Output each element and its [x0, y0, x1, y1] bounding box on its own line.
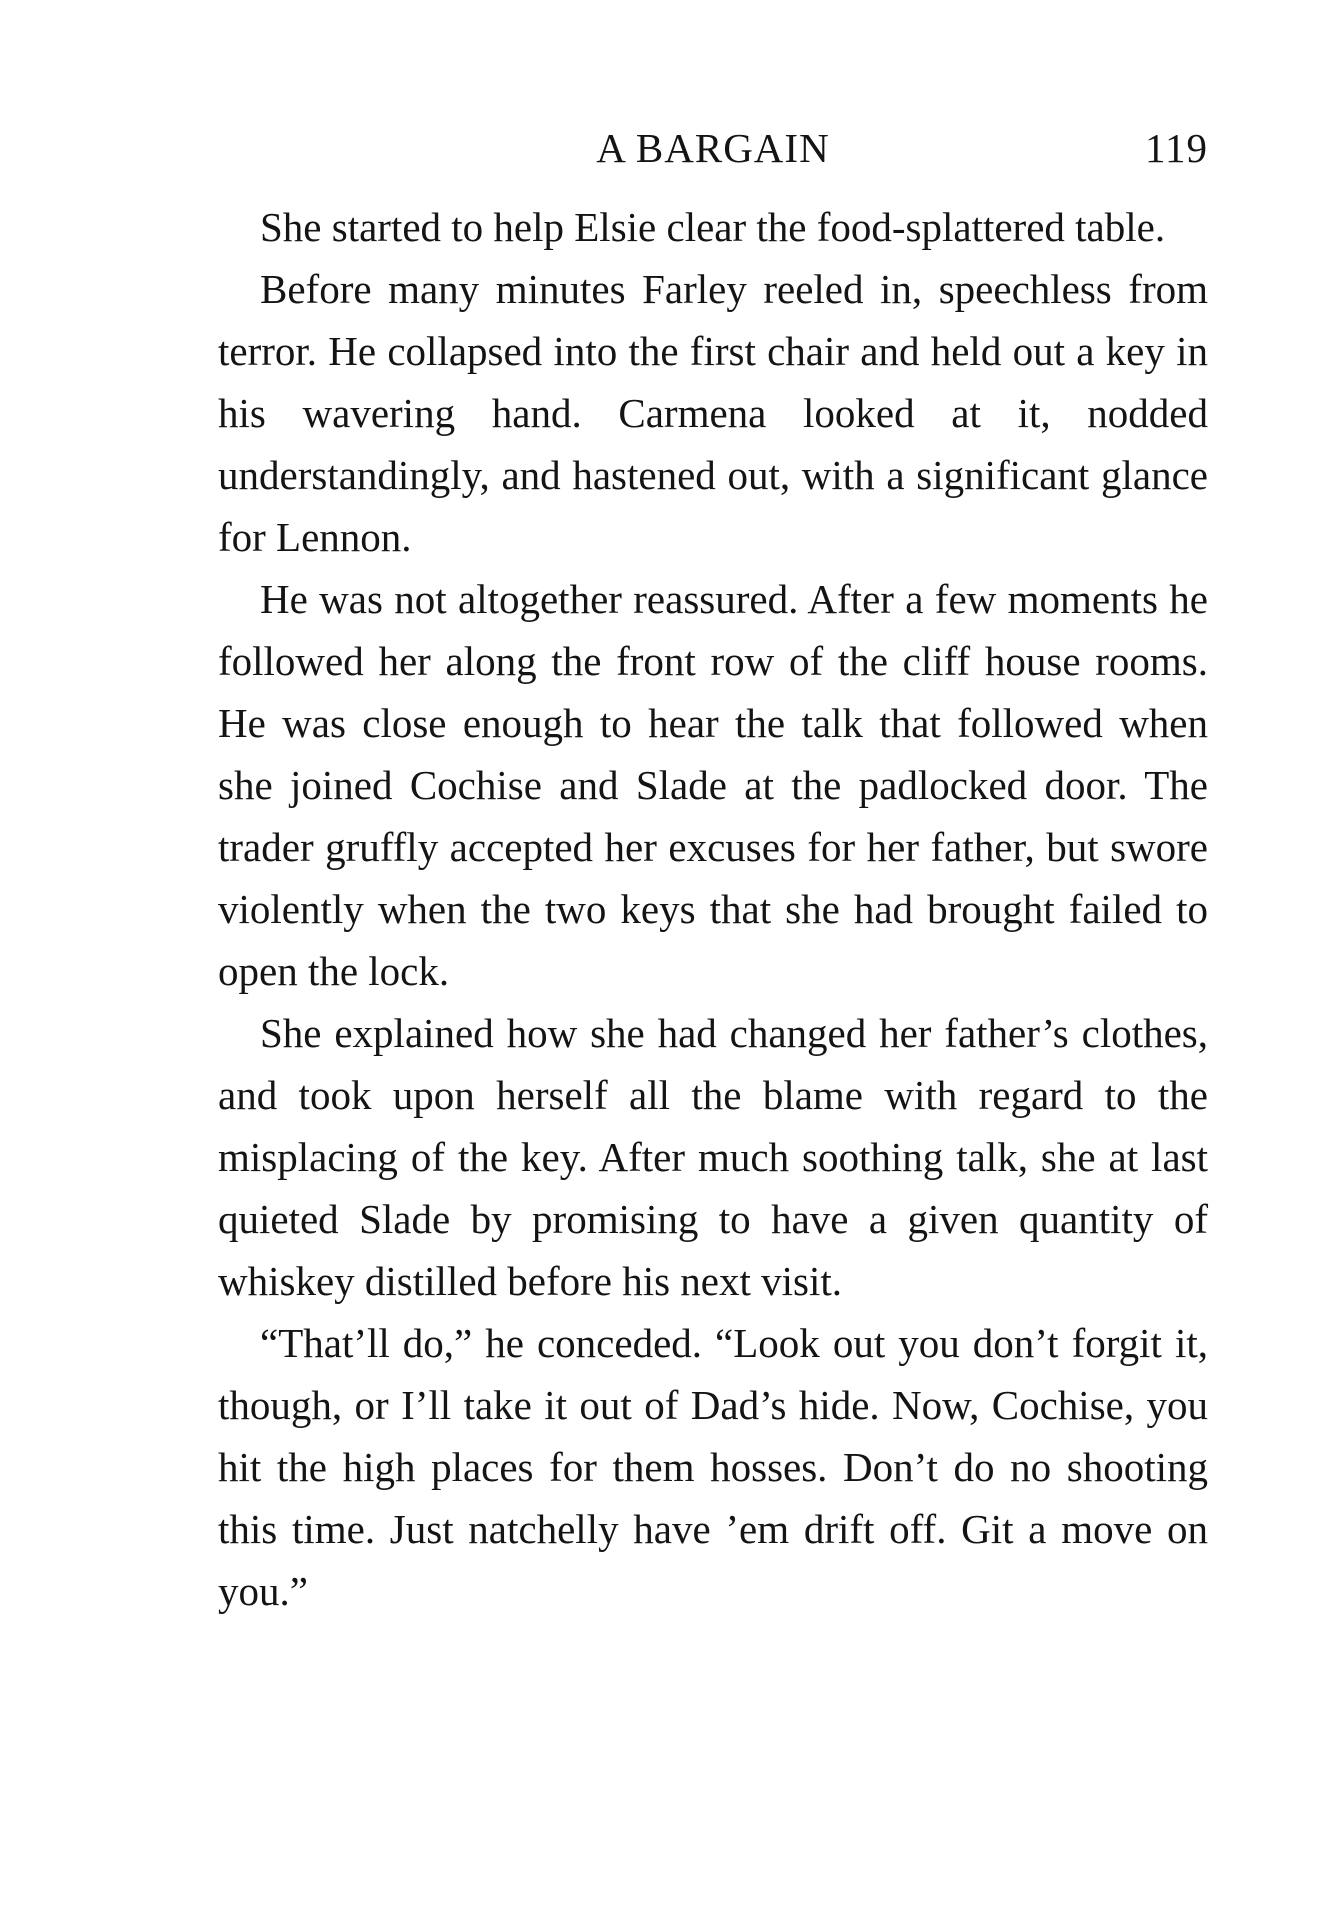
body-text — [218, 196, 1208, 1622]
page-header — [218, 118, 1208, 178]
page-number: 119 — [1145, 125, 1208, 171]
paragraph: She explained how she had changed her father’s clothes, and took upon herself all the blame with regard to the misplacing of the key. After much soothing talk, she at last quieted Slade by promising to have a given quantity of whiskey distilled before his next visit. — [218, 1010, 1208, 1304]
paragraph: Before many minutes Farley reeled in, speechless from terror. He collapsed into the first chair and held out a key in his wavering hand. Carmena looked at it, nodded understandingly, and hastened out, with a significant glance for Lennon. — [218, 266, 1208, 560]
running-head: A BARGAIN — [596, 125, 830, 171]
paragraph: He was not altogether reassured. After a few moments he followed her along the front row of the cliff house rooms. He was close enough to hear the talk that followed when she joined Cochise and Slade at the padlocked door. The trader gruffly accepted her excuses for her father, but swore violently when the two keys that she had brought failed to open the lock. — [218, 576, 1208, 994]
paragraph: “That’ll do,” he conceded. “Look out you don’t forgit it, though, or I’ll take it out of Dad’s hide. Now, Cochise, you hit the high places for them hosses. Don’t do no shooting this time. Just natchelly have ’em drift off. Git a move on you.” — [218, 1320, 1208, 1614]
paragraph: She started to help Elsie clear the food-splattered table. — [260, 204, 1166, 250]
